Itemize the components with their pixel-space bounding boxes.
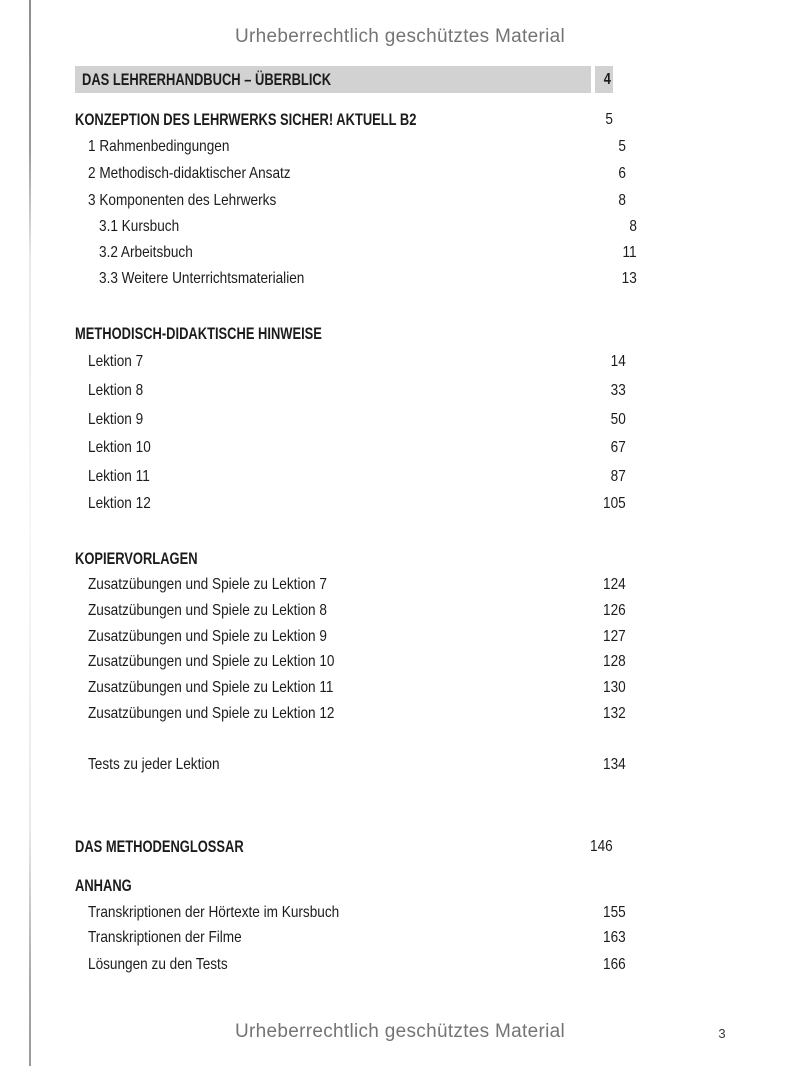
toc-entry-label: 3.2 Arbeitsbuch xyxy=(99,244,193,261)
toc-entry-label: Tests zu jeder Lektion xyxy=(88,756,220,773)
toc-row-zusatz-lektion-12 xyxy=(75,704,626,724)
toc-entry-page: 126 xyxy=(603,602,626,619)
toc-entry-page: 11 xyxy=(622,244,637,261)
toc-entry-page: 163 xyxy=(603,929,626,946)
toc-banner-page-number: 4 xyxy=(603,71,611,88)
toc-entry-label: Lektion 9 xyxy=(88,411,144,428)
toc-entry-page: 134 xyxy=(603,756,626,773)
toc-entry-page: 33 xyxy=(610,382,626,399)
toc-row-komponenten xyxy=(75,191,626,211)
toc-entry-page: 13 xyxy=(621,270,637,287)
toc-row-lektion-12 xyxy=(75,494,626,514)
toc-row-lektion-11 xyxy=(75,467,626,487)
page-number: 3 xyxy=(718,1026,726,1041)
toc-entry-page: 6 xyxy=(618,165,626,182)
toc-entry-label: 3.1 Kursbuch xyxy=(99,218,180,235)
toc-row-zusatz-lektion-8 xyxy=(75,601,626,621)
toc-entry-page: 155 xyxy=(603,904,626,921)
toc-row-zusatz-lektion-9 xyxy=(75,627,626,647)
toc-entry-page: 105 xyxy=(603,495,626,512)
toc-row-zusatz-lektion-7 xyxy=(75,575,626,595)
toc-entry-label: ANHANG xyxy=(75,876,132,895)
toc-row-kursbuch xyxy=(75,217,637,237)
toc-entry-label: Lösungen zu den Tests xyxy=(88,956,228,973)
toc-entry-page: 166 xyxy=(603,956,626,973)
toc-banner-label-cell xyxy=(75,66,591,93)
toc-row-arbeitsbuch xyxy=(75,243,637,263)
scanned-page-edge-line xyxy=(29,0,31,1066)
toc-entry-page: 130 xyxy=(603,679,626,696)
toc-entry-page: 8 xyxy=(618,192,626,209)
toc-row-heading-konzeption xyxy=(75,110,613,130)
toc-entry-label: Zusatzübungen und Spiele zu Lektion 12 xyxy=(88,705,335,722)
toc-entry-label: Zusatzübungen und Spiele zu Lektion 8 xyxy=(88,602,327,619)
toc-entry-label: DAS METHODENGLOSSAR xyxy=(75,837,244,856)
toc-entry-page: 132 xyxy=(603,705,626,722)
toc-entry-label: Zusatzübungen und Spiele zu Lektion 7 xyxy=(88,576,327,593)
toc-entry-page: 124 xyxy=(603,576,626,593)
toc-entry-label: METHODISCH-DIDAKTISCHE HINWEISE xyxy=(75,324,322,343)
toc-row-lektion-9 xyxy=(75,410,626,430)
toc-entry-page: 67 xyxy=(610,439,626,456)
toc-row-heading-methodenglossar xyxy=(75,837,613,857)
toc-entry-page: 5 xyxy=(605,111,613,128)
toc-row-tests xyxy=(75,755,626,775)
toc-entry-label: Lektion 8 xyxy=(88,382,144,399)
toc-row-heading-kopiervorlagen xyxy=(75,549,613,569)
toc-entry-label: 3 Komponenten des Lehrwerks xyxy=(88,192,277,209)
toc-entry-label: KONZEPTION DES LEHRWERKS SICHER! AKTUELL B2 xyxy=(75,110,417,129)
toc-entry-page: 127 xyxy=(603,628,626,645)
toc-row-loesungen-tests xyxy=(75,955,626,975)
toc-row-heading-anhang xyxy=(75,876,613,896)
toc-entry-label: Transkriptionen der Hörtexte im Kursbuch xyxy=(88,904,340,921)
toc-entry-label: Lektion 11 xyxy=(88,468,150,485)
toc-entry-page: 50 xyxy=(610,411,626,428)
toc-banner-page-cell xyxy=(595,66,613,93)
toc-banner-label: DAS LEHRERHANDBUCH – ÜBERBLICK xyxy=(82,70,332,89)
toc-entry-label: Transkriptionen der Filme xyxy=(88,929,242,946)
toc-entry-page: 128 xyxy=(603,653,626,670)
toc-entry-label: KOPIERVORLAGEN xyxy=(75,549,198,568)
toc-entry-label: 1 Rahmenbedingungen xyxy=(88,138,230,155)
copyright-watermark-top: Urheberrechtlich geschütztes Material xyxy=(234,26,566,47)
toc-row-lektion-8 xyxy=(75,381,626,401)
toc-entry-page: 5 xyxy=(618,138,626,155)
toc-entry-page: 87 xyxy=(610,468,626,485)
toc-entry-label: Zusatzübungen und Spiele zu Lektion 11 xyxy=(88,679,334,696)
toc-banner-lehrerhandbuch-ueberblick xyxy=(75,66,613,93)
toc-entry-label: Zusatzübungen und Spiele zu Lektion 10 xyxy=(88,653,335,670)
toc-row-lektion-10 xyxy=(75,438,626,458)
toc-row-transkriptionen-hoertexte xyxy=(75,903,626,923)
toc-row-heading-methodisch-didaktische-hinweise xyxy=(75,324,613,344)
toc-row-transkriptionen-filme xyxy=(75,928,626,948)
toc-entry-label: Zusatzübungen und Spiele zu Lektion 9 xyxy=(88,628,327,645)
toc-row-lektion-7 xyxy=(75,352,626,372)
toc-row-rahmenbedingungen xyxy=(75,137,626,157)
toc-entry-page: 8 xyxy=(629,218,637,235)
toc-entry-page: 146 xyxy=(590,838,613,855)
toc-entry-label: 2 Methodisch-didaktischer Ansatz xyxy=(88,165,291,182)
toc-entry-page: 14 xyxy=(610,353,626,370)
toc-entry-label: Lektion 7 xyxy=(88,353,144,370)
toc-entry-label: 3.3 Weitere Unterrichtsmaterialien xyxy=(99,270,305,287)
table-of-contents xyxy=(75,0,637,1000)
toc-row-methodisch-didaktischer-ansatz xyxy=(75,164,626,184)
toc-entry-label: Lektion 12 xyxy=(88,495,151,512)
toc-entry-label: Lektion 10 xyxy=(88,439,151,456)
toc-row-weitere-unterrichtsmaterialien xyxy=(75,269,637,289)
toc-row-zusatz-lektion-10 xyxy=(75,652,626,672)
copyright-watermark-bottom: Urheberrechtlich geschütztes Material xyxy=(234,1021,566,1042)
toc-row-zusatz-lektion-11 xyxy=(75,678,626,698)
